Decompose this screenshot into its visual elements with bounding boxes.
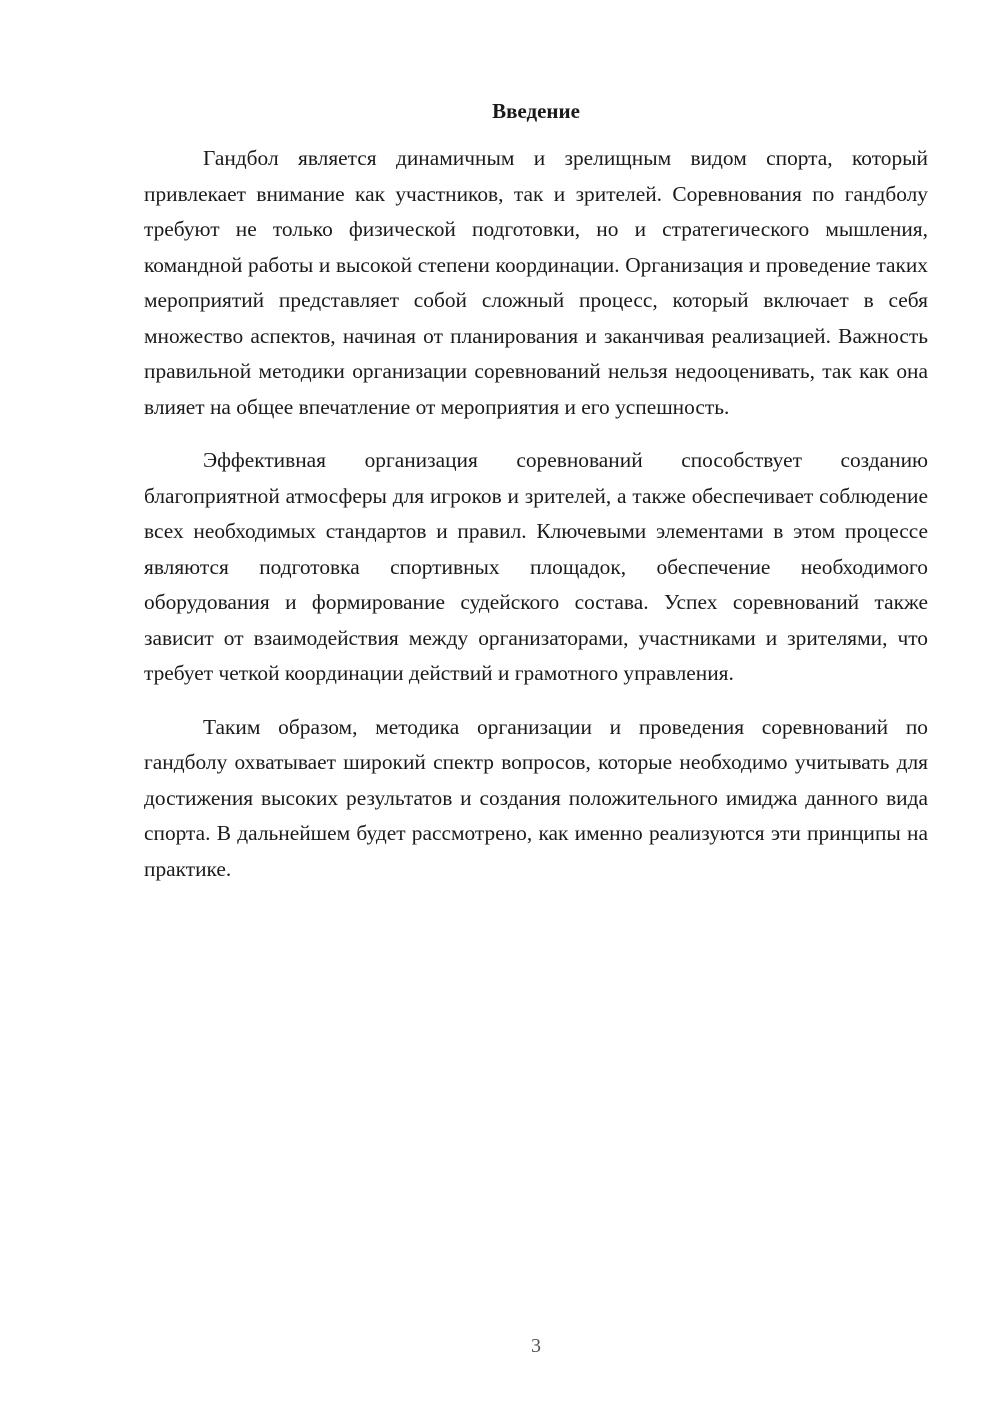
page-number: 3 [531, 1335, 541, 1357]
paragraph-1: Гандбол является динамичным и зрелищным видом спорта, который привлекает внимание как участников, так и зрителей. Соревнования по гандболу требуют не только физической подготовки, но и стратегического мышления, командной работы и высокой степени координации. Организация и проведение таких мероприятий представляет собой сложный процесс, который включает в себя множество аспектов, начиная от планирования и заканчивая реализацией. Важность правильной методики организации соревнований нельзя недооценивать, так как она влияет на общее впечатление от мероприятия и его успешность. [144, 146, 928, 419]
body-text [144, 141, 928, 905]
paragraph-2: Эффективная организация соревнований способствует созданию благоприятной атмосферы для игроков и зрителей, а также обеспечивает соблюдение всех необходимых стандартов и правил. Ключевыми элементами в этом процессе являются подготовка спортивных площадок, обеспечение необходимого оборудования и формирование судейского состава. Успех соревнований также зависит от взаимодействия между организаторами, участниками и зрителями, что требует четкой координации действий и грамотного управления. [144, 448, 928, 685]
paragraph-3: Таким образом, методика организации и проведения соревнований по гандболу охватывает широкий спектр вопросов, которые необходимо учитывать для достижения высоких результатов и создания положительного имиджа данного вида спорта. В дальнейшем будет рассмотрено, как именно реализуются эти принципы на практике. [144, 714, 928, 881]
section-title: Введение [492, 99, 580, 123]
